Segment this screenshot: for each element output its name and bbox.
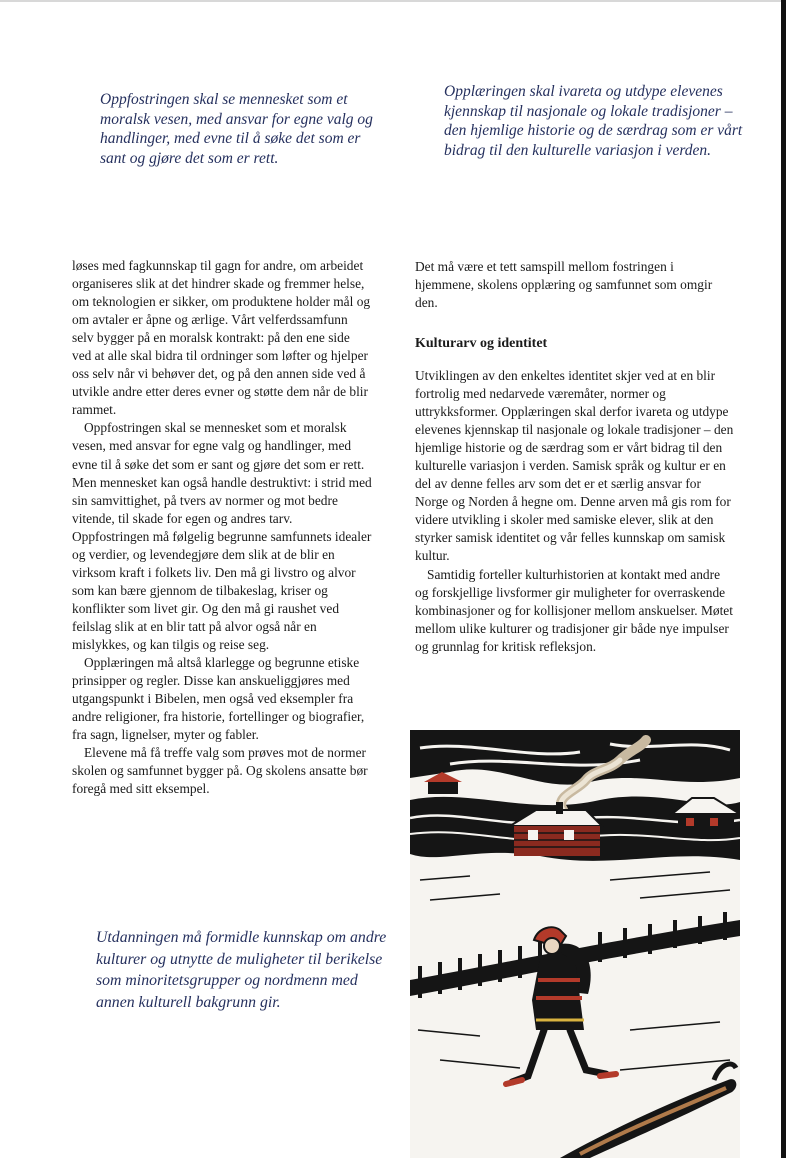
body-paragraph: Opplæringen må altså klarlegge og begrunne etiske prinsipper og regler. Disse kan anskueliggjøres med utgangspunkt i Bibelen, men også ved eksempler fra andre religioner, fra historie, fortellinger og biografier, fra sagn, lignelser, myter og fabler. <box>72 655 365 743</box>
body-paragraph: løses med fagkunnskap til gagn for andre, om arbeidet organiseres slik at det hindrer skade og fremmer helse, om teknologien er sikker, om produktene holder mål og om avtaler er åpne og ærlige. Vårt velferdssamfunn selv bygger på en moralsk kontrakt: på den ene side ved at alle skal bidra til ordninger som løfter og hjelper oss selv når vi behøver det, og på den annen side ved å utvikle andre etter deres evner og støtte dem når de blir rammet. <box>72 258 371 418</box>
pull-quote-traditions: Opplæringen skal ivareta og utdype elevenes kjennskap til nasjonale og lokale tradisjoner – den hjemlige historie og de særdrag som er vårt bidrag til den kulturelle variasjon i verden. <box>444 83 743 159</box>
body-paragraph: Samtidig forteller kulturhistorien at kontakt med andre og forskjellige livsformer gir muligheter for overraskende kombinasjoner og for kollisjoner mellom anskuelser. Møtet mellom ulike kulturer og tradisjoner gir både nye impulser og grunnlag for kritisk refleksjon. <box>415 566 733 654</box>
right-column <box>415 367 735 656</box>
pull-quote-cultures: Utdanningen må formidle kunnskap om andre kulturer og utnytte de muligheter til berikelse som minoritetsgrupper og nordmenn med annen kulturell bakgrunn gir. <box>96 929 387 1011</box>
section-heading: Kulturarv og identitet <box>415 336 548 351</box>
woodcut-illustration <box>410 730 740 1158</box>
pull-quote-upbringing: Oppfostringen skal se mennesket som et moralsk vesen, med ansvar for egne valg og handlinger, med evne til å søke det som er sant og gjøre det som er rett. <box>100 91 373 167</box>
page-top-edge <box>0 0 786 2</box>
body-paragraph: Det må være et tett samspill mellom fostringen i hjemmene, skolens opplæring og samfunnet som omgir den. <box>415 259 713 311</box>
winter-village-woodcut <box>410 730 740 1158</box>
left-column <box>72 257 372 798</box>
page-right-edge <box>781 0 786 1158</box>
right-column-intro <box>415 258 735 312</box>
body-paragraph: Elevene må få treffe valg som prøves mot de normer skolen og samfunnet bygger på. Og skolens ansatte bør foregå med sitt eksempel. <box>72 745 368 797</box>
body-paragraph: Oppfostringen skal se mennesket som et moralsk vesen, med ansvar for egne valg og handlinger, med evne til å søke det som er sant og gjøre det som er rett. Men mennesket kan også handle destruktivt: i strid med sin samvittighet, på tvers av normer og mot bedre vitende, til skade for egen og andres tarv. Oppfostringen må følgelig begrunne samfunnets idealer og verdier, og levendegjøre dem slik at de blir en virksom kraft i folkets liv. Den må gi livstro og alvor som kan bære gjennom de tilbakeslag, kriser og konflikter som livet gir. Og den må gi raushet ved feilslag slik at en blir tatt på alvor også når en mislykkes, og kan tilgis og reise seg. <box>72 420 372 652</box>
body-paragraph: Utviklingen av den enkeltes identitet skjer ved at en blir fortrolig med nedarvede væremåter, normer og uttrykksformer. Opplæringen skal derfor ivareta og utdype elevenes kjennskap til nasjonale og lokale tradisjoner – den hjemlige historie og de særdrag som er vårt bidrag til den kulturelle variasjon i verden. Samisk språk og kultur er en del av denne felles arv som det er et særlig ansvar for Norge og Norden å hegne om. Denne arven må gis rom for videre utvikling i skoler med samiske elever, slik at den styrker samisk identitet og vår felles kunnskap om samisk kultur. <box>415 368 734 564</box>
